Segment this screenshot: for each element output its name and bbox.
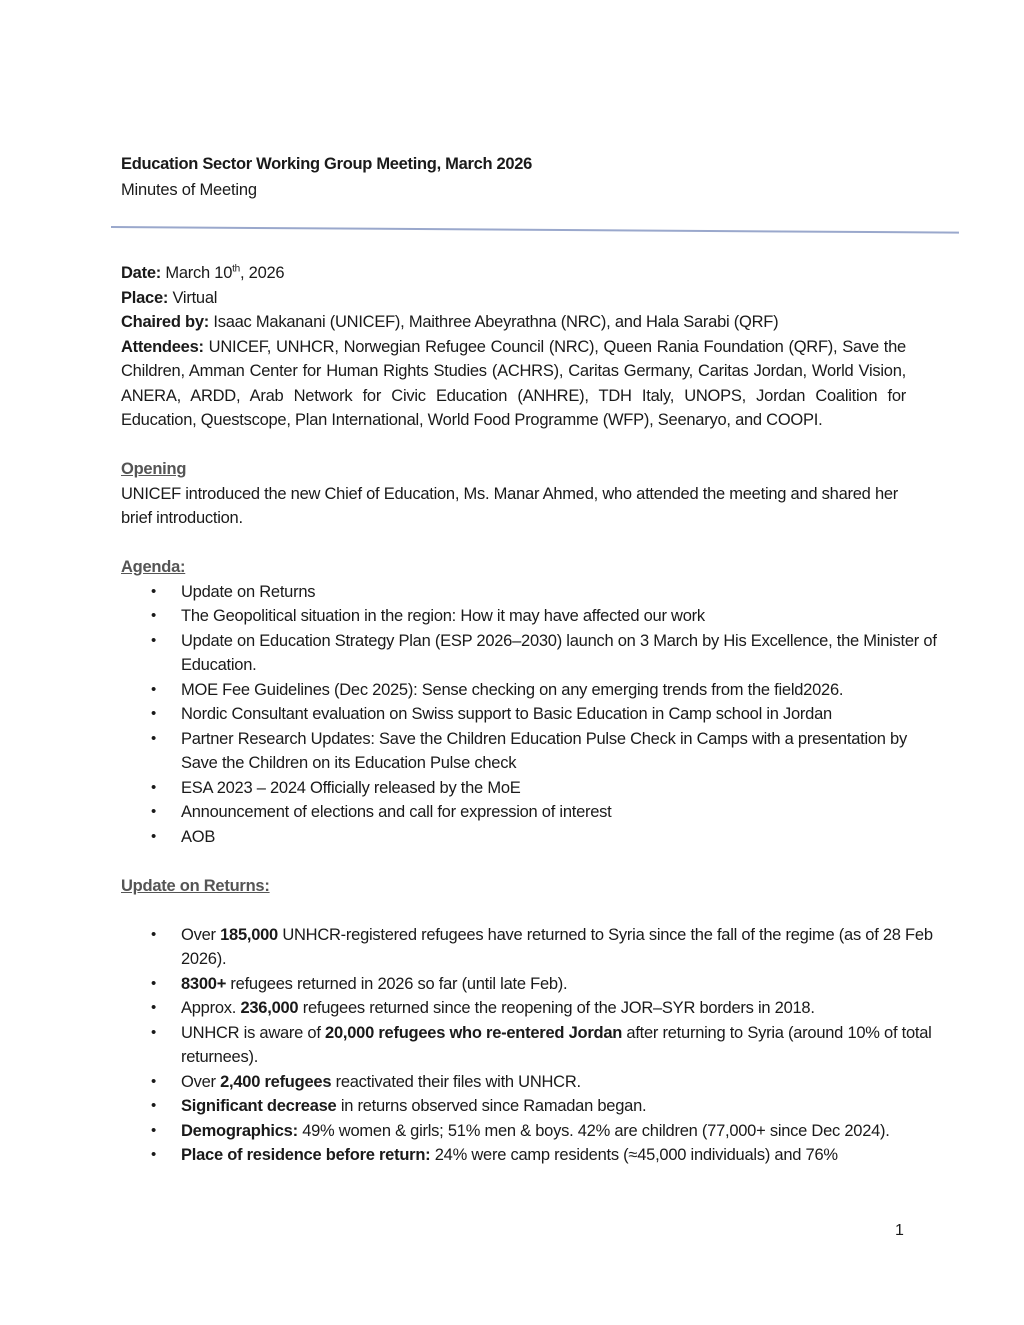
agenda-item: • ESA 2023 – 2024 Officially released by the MoE xyxy=(121,776,941,801)
agenda-item: • Partner Research Updates: Save the Children Education Pulse Check in Camps with a presentation by Save the Children on its Education Pulse check xyxy=(121,727,941,776)
attendees-label: Attendees: xyxy=(121,337,204,356)
returns-heading: Update on Returns: xyxy=(121,876,270,895)
date-value: March 10th, 2026 xyxy=(165,263,285,282)
agenda-item: • Update on Returns xyxy=(121,580,941,605)
returns-item: • Approx. 236,000 refugees returned since the reopening of the JOR–SYR borders in 2018. xyxy=(121,996,941,1021)
opening-heading: Opening xyxy=(121,460,187,478)
agenda-list xyxy=(121,580,937,850)
chaired-value: Isaac Makanani (UNICEF), Maithree Abeyrathna (NRC), and Hala Sarabi (QRF) xyxy=(213,313,779,331)
chaired-line xyxy=(121,310,921,335)
agenda-item: • The Geopolitical situation in the region: How it may have affected our work xyxy=(121,604,941,629)
place-label: Place: xyxy=(121,288,169,307)
place-line xyxy=(121,286,921,311)
document-title: Education Sector Working Group Meeting, March 2026 xyxy=(121,155,533,173)
returns-item: • 8300+ refugees returned in 2026 so far (until late Feb). xyxy=(121,972,941,997)
page-number: 1 xyxy=(895,1222,904,1239)
agenda-item: • Update on Education Strategy Plan (ESP 2026–2030) launch on 3 March by His Excellence, the Minister of Education. xyxy=(121,629,941,678)
returns-item: • Over 185,000 UNHCR-registered refugees have returned to Syria since the fall of the regime (as of 28 Feb 2026). xyxy=(121,923,941,972)
returns-item: • Demographics: 49% women & girls; 51% men & boys. 42% are children (77,000+ since Dec 2024). xyxy=(121,1119,941,1144)
returns-list xyxy=(121,923,933,1168)
agenda-item: • Announcement of elections and call for expression of interest xyxy=(121,800,941,825)
place-value: Virtual xyxy=(172,288,218,307)
date-line xyxy=(121,261,921,286)
returns-item: • Over 2,400 refugees reactivated their files with UNHCR. xyxy=(121,1070,941,1095)
opening-text: UNICEF introduced the new Chief of Education, Ms. Manar Ahmed, who attended the meeting and shared her brief introduction. xyxy=(121,484,899,527)
agenda-heading: Agenda: xyxy=(121,558,186,576)
agenda-item: • AOB xyxy=(121,825,941,850)
returns-item: • Place of residence before return: 24% were camp residents (≈45,000 individuals) and 76% xyxy=(121,1143,941,1168)
chaired-label: Chaired by: xyxy=(121,313,210,331)
header-divider xyxy=(111,226,959,234)
date-label: Date: xyxy=(121,264,162,282)
attendees-value: UNICEF, UNHCR, Norwegian Refugee Council (NRC), Queen Rania Foundation (QRF), Save the Children, Amman Center for Human Rights Studies (ACHRS), Caritas Germany, Caritas Jordan, World Vision, ANERA, ARDD, Arab Network for Civic Education (ANHRE), TDH Italy, UNOPS, Jordan Coalition for Education, Questscope, Plan International, World Food Programme (WFP), Seenaryo, and COOPI. xyxy=(121,337,906,429)
agenda-item: • Nordic Consultant evaluation on Swiss support to Basic Education in Camp school in Jordan xyxy=(121,702,941,727)
returns-item: • UNHCR is aware of 20,000 refugees who re-entered Jordan after returning to Syria (around 10% of total returnees). xyxy=(121,1021,941,1070)
document-subtitle: Minutes of Meeting xyxy=(121,181,257,199)
document-body xyxy=(121,261,937,1168)
returns-item: • Significant decrease in returns observed since Ramadan began. xyxy=(121,1094,941,1119)
attendees-paragraph xyxy=(121,335,906,433)
agenda-item: • MOE Fee Guidelines (Dec 2025): Sense checking on any emerging trends from the field2026. xyxy=(121,678,941,703)
